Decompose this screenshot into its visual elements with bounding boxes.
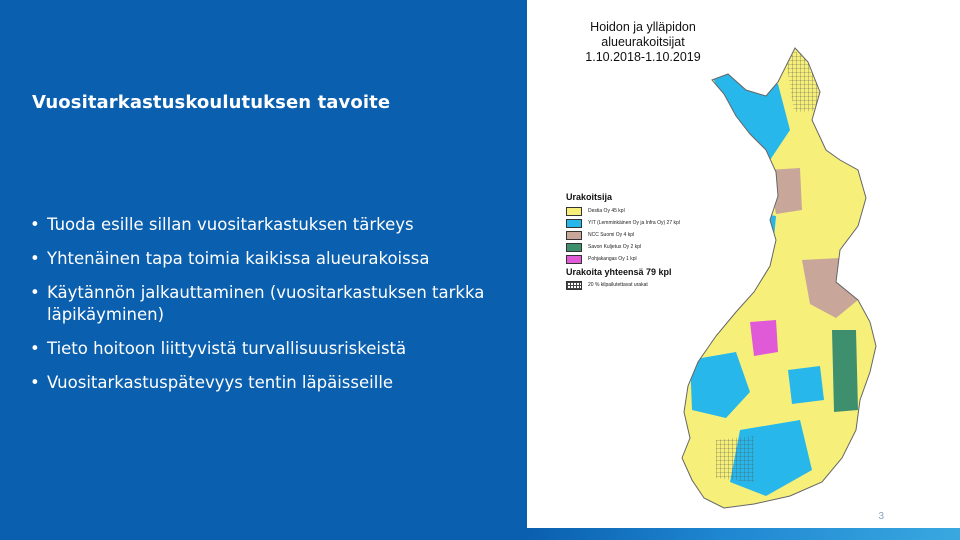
legend-label: Savon Kuljetus Oy 2 kpl <box>588 244 642 250</box>
legend-swatch <box>566 207 582 216</box>
map-title-line: Hoidon ja ylläpidon <box>590 20 696 34</box>
region-savon-kuljetus <box>832 330 858 412</box>
legend-label: YIT (Lemminkäinen Oy ja Infra Oy) 27 kpl <box>588 220 680 226</box>
legend-item-yit <box>566 217 706 229</box>
bullet-item: • Yhtenäinen tapa toimia kaikissa alueurakoissa <box>30 248 520 270</box>
map-legend <box>566 192 706 291</box>
bottom-accent-bar <box>0 528 960 540</box>
legend-item-savon <box>566 241 706 253</box>
map-title-line: 1.10.2018-1.10.2019 <box>585 50 701 64</box>
legend-label: 20 % kilpailutettavat urakat <box>588 282 648 288</box>
bullet-item: • Vuositarkastuspätevyys tentin läpäisseille <box>30 372 520 394</box>
legend-swatch <box>566 243 582 252</box>
bullet-list <box>30 214 520 406</box>
legend-total: Urakoita yhteensä 79 kpl <box>566 267 672 277</box>
map-title <box>568 20 718 65</box>
legend-item-ncc <box>566 229 706 241</box>
legend-swatch <box>566 219 582 228</box>
region-hatched-south <box>716 436 754 482</box>
map-title-line: alueurakoitsijat <box>601 35 685 49</box>
region-pohjakangas <box>750 320 778 356</box>
legend-label: Destia Oy 45 kpl <box>588 208 625 214</box>
legend-title: Urakoitsija <box>566 192 613 202</box>
page-number: 3 <box>878 511 884 522</box>
region-yit-central <box>788 366 824 404</box>
legend-item-destia <box>566 205 706 217</box>
bullet-item: • Käytännön jalkauttaminen (vuositarkastuksen tarkka läpikäyminen) <box>30 282 520 326</box>
legend-item-pohjakangas <box>566 253 706 265</box>
region-ncc-north <box>768 168 802 214</box>
legend-swatch-hatched <box>566 281 582 290</box>
legend-swatch <box>566 231 582 240</box>
slide-title: Vuositarkastuskoulutuksen tavoite <box>32 92 391 113</box>
bullet-item: • Tuoda esille sillan vuositarkastuksen tärkeys <box>30 214 520 236</box>
legend-swatch <box>566 255 582 264</box>
legend-label: Pohjakangas Oy 1 kpl <box>588 256 637 262</box>
legend-item-hatched <box>566 279 706 291</box>
bullet-item: • Tieto hoitoon liittyvistä turvallisuusriskeistä <box>30 338 520 360</box>
legend-label: NCC Suomi Oy 4 kpl <box>588 232 635 238</box>
